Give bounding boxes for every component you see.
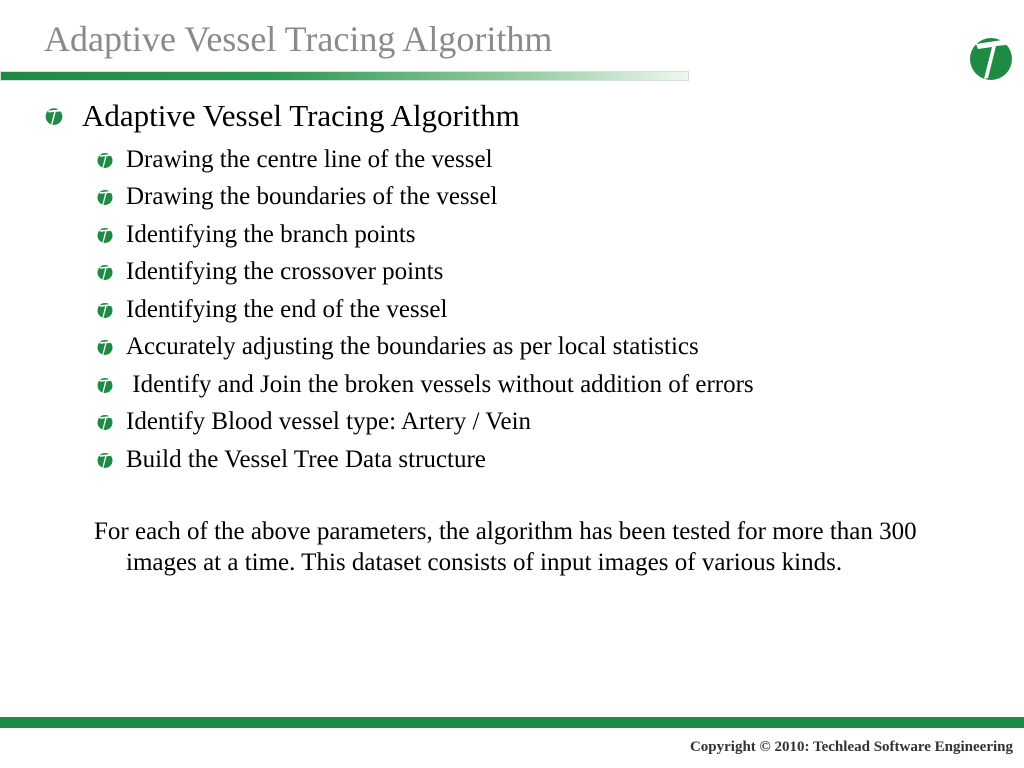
leaf-bullet-icon (96, 188, 114, 206)
sub-bullet-item (96, 329, 754, 367)
sub-bullet-text: Drawing the centre line of the vessel (126, 145, 493, 173)
sub-bullet-text: Identify Blood vessel type: Artery / Vein (126, 408, 532, 436)
copyright-text: Copyright © 2010: Techlead Software Engineering (689, 739, 1013, 755)
leaf-bullet-icon (96, 226, 114, 244)
sub-bullet-item (96, 179, 754, 217)
leaf-bullet-icon (44, 106, 64, 126)
sub-bullet-text: Identifying the end of the vessel (126, 295, 448, 323)
note-paragraph: For each of the above parameters, the algorithm has been tested for more than 300 images at a time. This dataset consists of input images of various kinds. (94, 518, 917, 576)
sub-bullet-text: Identifying the crossover points (126, 258, 444, 286)
sub-bullet-text: Accurately adjusting the boundaries as per local statistics (126, 333, 699, 361)
leaf-bullet-icon (96, 301, 114, 319)
leaf-bullet-icon (96, 413, 114, 431)
sub-bullet-item (96, 216, 754, 254)
company-logo-icon (966, 30, 1016, 86)
sub-bullet-item (96, 404, 754, 442)
title-divider (0, 71, 689, 81)
sub-bullet-text: Identifying the branch points (126, 220, 416, 248)
sub-bullet-text: Build the Vessel Tree Data structure (126, 445, 486, 473)
main-bullet-text: Adaptive Vessel Tracing Algorithm (82, 98, 520, 133)
sub-bullet-list (96, 141, 754, 479)
sub-bullet-text: Drawing the boundaries of the vessel (126, 183, 498, 211)
leaf-bullet-icon (96, 263, 114, 281)
sub-bullet-item (96, 141, 754, 179)
footer-divider (0, 717, 1024, 728)
sub-bullet-item (96, 254, 754, 292)
leaf-bullet-icon (96, 338, 114, 356)
sub-bullet-item (96, 441, 754, 479)
leaf-bullet-icon (96, 451, 114, 469)
leaf-bullet-icon (96, 151, 114, 169)
sub-bullet-item (96, 366, 754, 404)
sub-bullet-text: Identify and Join the broken vessels without addition of errors (126, 370, 754, 398)
slide-title: Adaptive Vessel Tracing Algorithm (44, 19, 553, 59)
sub-bullet-item (96, 291, 754, 329)
main-bullet (44, 98, 520, 134)
leaf-bullet-icon (96, 376, 114, 394)
